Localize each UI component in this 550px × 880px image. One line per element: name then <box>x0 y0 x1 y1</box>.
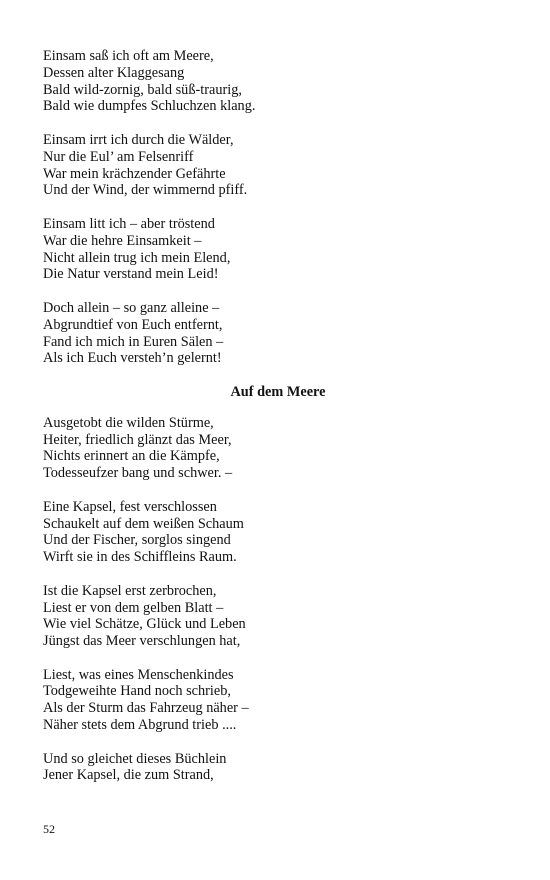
verse-line: Und der Wind, der wimmernd pfiff. <box>43 182 248 199</box>
verse-line: Einsam irrt ich durch die Wälder, <box>43 131 234 148</box>
stanza <box>43 583 513 650</box>
stanza <box>43 499 513 566</box>
poem-auf-dem-meere <box>43 415 513 785</box>
verse-line: Als ich Euch versteh’n gelernt! <box>43 350 222 367</box>
poem-title: Auf dem Meere <box>230 383 326 400</box>
verse-line: Einsam litt ich – aber tröstend <box>43 215 215 232</box>
stanza <box>43 415 513 482</box>
verse-line: Todesseufzer bang und schwer. – <box>43 465 233 482</box>
page-body <box>43 48 513 801</box>
verse-line: Bald wild-zornig, bald süß-traurig, <box>43 81 242 98</box>
verse-line: Abgrundtief von Euch entfernt, <box>43 316 223 333</box>
verse-line: Nichts erinnert an die Kämpfe, <box>43 448 220 465</box>
verse-line: Heiter, friedlich glänzt das Meer, <box>43 431 232 448</box>
poem-einsam <box>43 48 513 367</box>
stanza <box>43 667 513 734</box>
verse-line: War die hehre Einsamkeit – <box>43 232 202 249</box>
verse-line: Doch allein – so ganz alleine – <box>43 299 220 316</box>
verse-line: Liest er von dem gelben Blatt – <box>43 599 224 616</box>
verse-line: Und der Fischer, sorglos singend <box>43 532 231 549</box>
verse-line: Näher stets dem Abgrund trieb .... <box>43 717 237 734</box>
verse-line: Ist die Kapsel erst zerbrochen, <box>43 582 217 599</box>
page-number: 52 <box>43 822 55 836</box>
verse-line: Jener Kapsel, die zum Strand, <box>43 767 214 784</box>
stanza <box>43 300 513 367</box>
verse-line: Todgeweihte Hand noch schrieb, <box>43 683 231 700</box>
stanza <box>43 216 513 283</box>
verse-line: Ausgetobt die wilden Stürme, <box>43 414 214 431</box>
stanza <box>43 132 513 199</box>
verse-line: Die Natur verstand mein Leid! <box>43 266 219 283</box>
verse-line: Einsam saß ich oft am Meere, <box>43 48 214 64</box>
verse-line: Nur die Eul’ am Felsenriff <box>43 148 194 165</box>
verse-line: War mein krächzender Gefährte <box>43 165 226 182</box>
verse-line: Und so gleichet dieses Büchlein <box>43 750 227 767</box>
verse-line: Als der Sturm das Fahrzeug näher – <box>43 700 249 717</box>
verse-line: Jüngst das Meer verschlungen hat, <box>43 633 241 650</box>
verse-line: Eine Kapsel, fest verschlossen <box>43 498 217 515</box>
verse-line: Nicht allein trug ich mein Elend, <box>43 249 231 266</box>
verse-line: Wie viel Schätze, Glück und Leben <box>43 616 246 633</box>
verse-line: Dessen alter Klaggesang <box>43 64 185 81</box>
stanza <box>43 751 513 785</box>
verse-line: Liest, was eines Menschenkindes <box>43 666 234 683</box>
verse-line: Bald wie dumpfes Schluchzen klang. <box>43 98 256 115</box>
verse-line: Fand ich mich in Euren Sälen – <box>43 333 224 350</box>
stanza <box>43 48 513 115</box>
verse-line: Wirft sie in des Schiffleins Raum. <box>43 549 237 566</box>
verse-line: Schaukelt auf dem weißen Schaum <box>43 515 244 532</box>
